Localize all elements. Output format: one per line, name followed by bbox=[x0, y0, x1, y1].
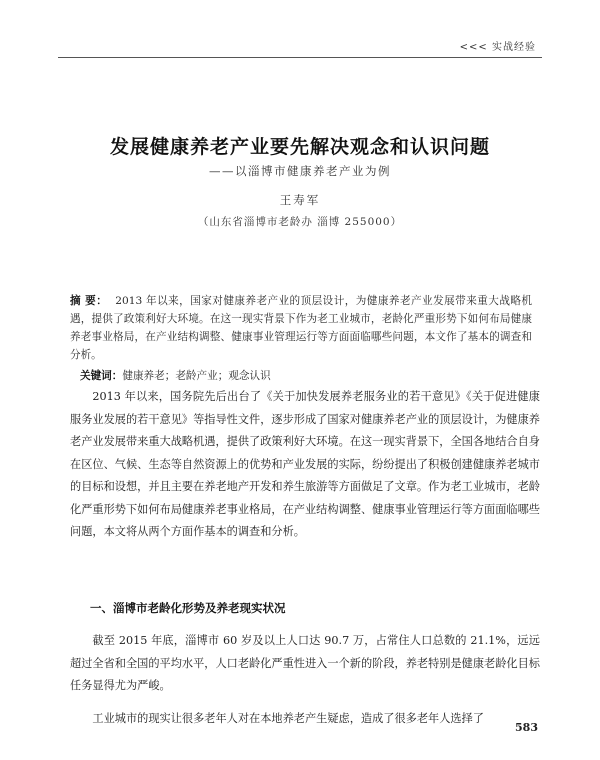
body-paragraph-intro: 2013 年以来，国务院先后出台了《关于加快发展养老服务业的若干意见》《关于促进健康服务业发展的若干意见》等指导性文件，逐步形成了国家对健康养老产业的顶层设计，为健康养老产业发展带来重大战略机遇，提供了政策利好大环境。在这一现实背景下，全国各地结合自身在区位、气候、生态等自然资源上的优势和产业发展的实际，纷纷提出了积极创建健康养老城市的目标和设想，并且主要在养老地产开发和养生旅游等方面做足了文章。作为老工业城市，老龄化严重形势下如何布局健康养老事业格局，在产业结构调整、健康事业管理运行等方面面临哪些问题，本文将从两个方面作基本的调查和分析。 bbox=[70, 390, 540, 538]
header-rule bbox=[58, 57, 542, 58]
body-paragraph-continued: 工业城市的现实让很多老年人对在本地养老产生疑虑，造成了很多老年人选择了 bbox=[92, 712, 484, 725]
running-head: <<< 实战经验 bbox=[459, 42, 536, 53]
section-heading: 一、淄博市老龄化形势及养老现实状况 bbox=[90, 601, 286, 615]
page-number: 583 bbox=[515, 721, 538, 734]
author-name: 王寿军 bbox=[279, 193, 321, 207]
body-paragraph-statistics: 截至 2015 年底，淄博市 60 岁及以上人口达 90.7 万，占常住人口总数的 21.1%，远远超过全省和全国的平均水平，人口老龄化严重性进入一个新的阶段，养老特别是健康老龄化目标任务显得尤为严峻。 bbox=[70, 634, 540, 692]
keywords-label: 关键词： bbox=[80, 370, 123, 382]
abstract bbox=[70, 292, 532, 364]
keywords bbox=[80, 368, 532, 383]
article-subtitle: ——以淄博市健康养老产业为例 bbox=[209, 164, 391, 178]
keywords-text: 健康养老；老龄产业；观念认识 bbox=[122, 370, 271, 382]
article-title: 发展健康养老产业要先解决观念和认识问题 bbox=[109, 136, 490, 158]
author-affiliation: （山东省淄博市老龄办 淄博 255000） bbox=[197, 216, 403, 228]
abstract-label: 摘 要： bbox=[70, 295, 108, 307]
abstract-text: 2013 年以来，国家对健康养老产业的顶层设计，为健康养老产业发展带来重大战略机遇，提供了政策利好大环境。在这一现实背景下作为老工业城市，老龄化严重形势下如何布局健康养老事业格局，在产业结构调整、健康事业管理运行等方面面临哪些问题，本文作了基本的调查和分析。 bbox=[70, 295, 532, 361]
